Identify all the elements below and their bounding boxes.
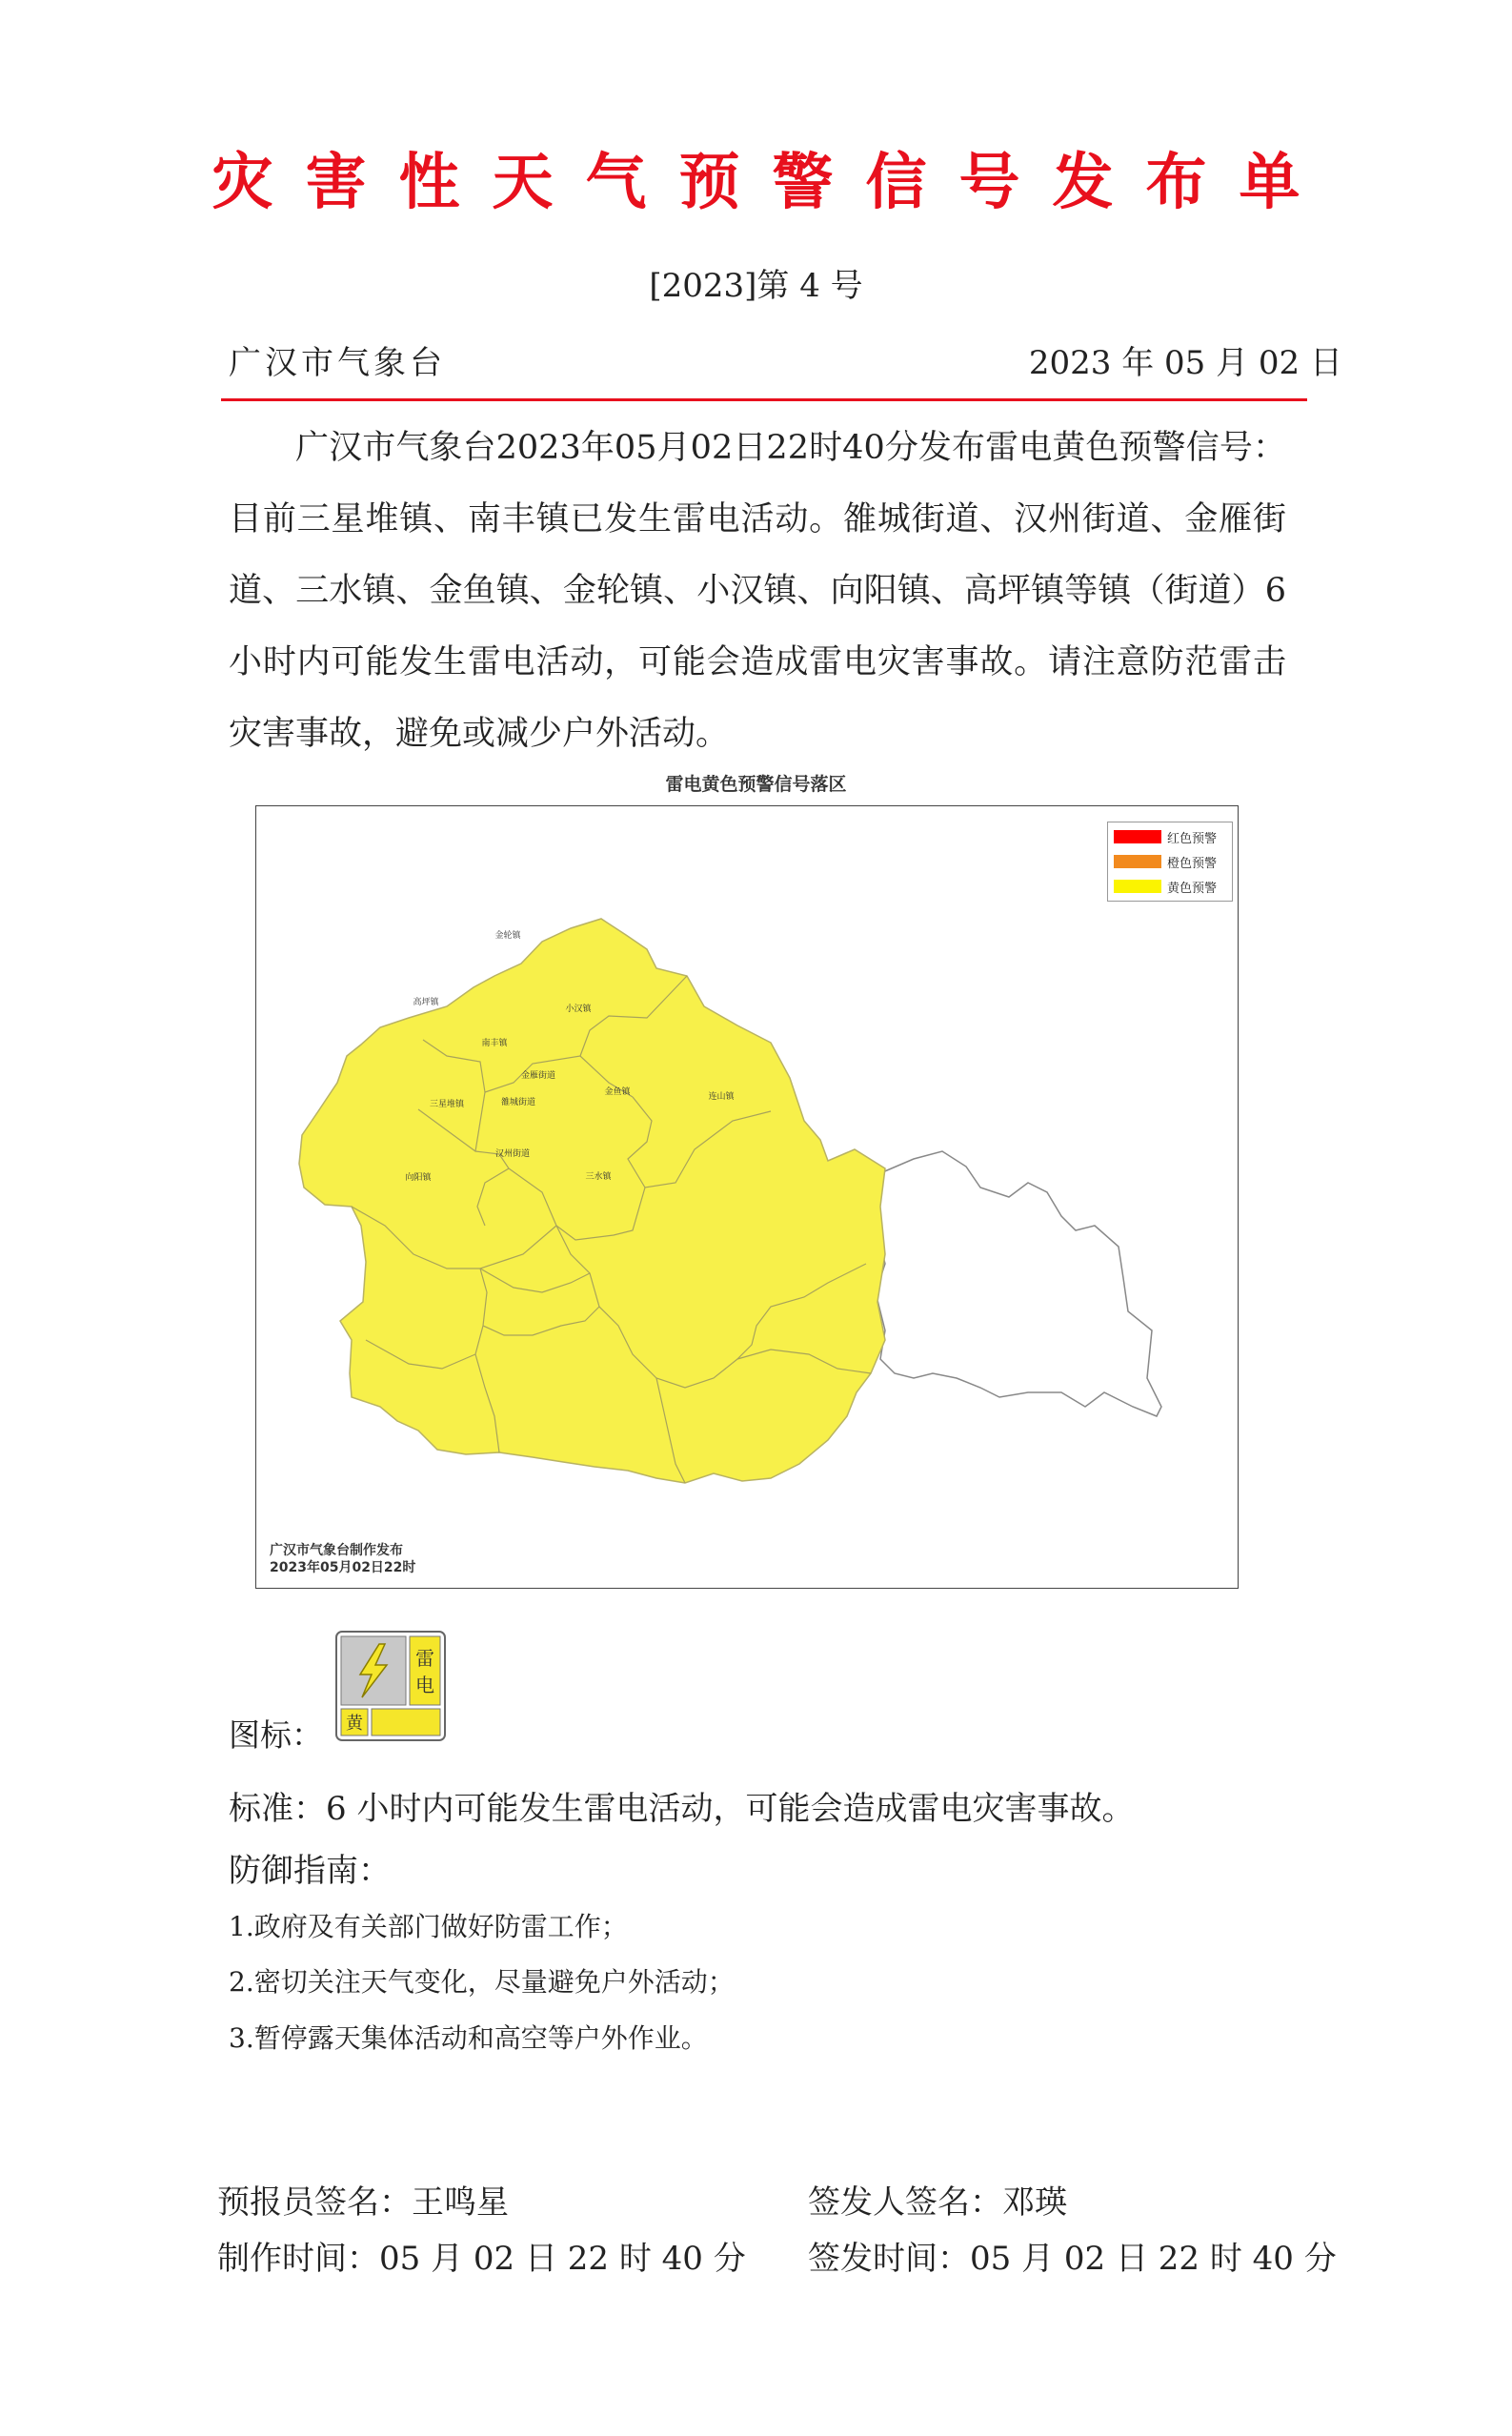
legend-swatch-red bbox=[1114, 830, 1161, 843]
issue-date: 2023 年 05 月 02 日 bbox=[1028, 344, 1342, 382]
legend-label-orange: 橙色预警 bbox=[1167, 856, 1218, 871]
forecaster-signature: 预报员签名：王鸣星 bbox=[217, 2183, 509, 2222]
label-nanfeng: 南丰镇 bbox=[481, 1039, 508, 1048]
label-hanzhou: 汉州街道 bbox=[494, 1149, 531, 1159]
label-xiaohan: 小汉镇 bbox=[565, 1005, 592, 1014]
label-jinyu: 金鱼镇 bbox=[604, 1087, 631, 1097]
legend-label-yellow: 黄色预警 bbox=[1167, 881, 1218, 896]
warning-standard: 标准：6 小时内可能发生雷电活动，可能会造成雷电灾害事故。 bbox=[229, 1790, 1135, 1828]
document-number: [2023]第 4 号 bbox=[649, 267, 863, 305]
label-gaoping: 高坪镇 bbox=[413, 998, 439, 1007]
label-jinlun: 金轮镇 bbox=[494, 931, 521, 941]
label-jinyan: 金雁街道 bbox=[520, 1071, 556, 1081]
document-title: 灾害性天气预警信号发布单 bbox=[212, 147, 1333, 218]
red-divider bbox=[221, 398, 1307, 401]
legend-label-red: 红色预警 bbox=[1167, 831, 1218, 846]
label-xiangyang: 向阳镇 bbox=[405, 1173, 432, 1183]
map-credit-line2: 2023年05月02日22时 bbox=[270, 1560, 416, 1575]
legend-swatch-orange bbox=[1114, 855, 1161, 868]
guide-item-3: 3.暂停露天集体活动和高空等户外作业。 bbox=[229, 2022, 708, 2054]
guide-heading: 防御指南： bbox=[229, 1852, 391, 1890]
label-sanxingdui: 三星堆镇 bbox=[429, 1100, 465, 1109]
map-credit-line1: 广汉市气象台制作发布 bbox=[270, 1543, 403, 1558]
guide-item-2: 2.密切关注天气变化，尽量避免户外活动； bbox=[229, 1966, 735, 1998]
legend-item-red bbox=[1114, 828, 1217, 845]
signer-signature: 签发人签名：邓瑛 bbox=[808, 2183, 1067, 2222]
icon-char-2: 电 bbox=[415, 1674, 434, 1696]
guide-item-1: 1.政府及有关部门做好防雷工作； bbox=[229, 1911, 628, 1942]
warning-map bbox=[255, 805, 1239, 1589]
icon-level-char: 黄 bbox=[346, 1714, 363, 1734]
issuer: 广汉市气象台 bbox=[229, 344, 446, 382]
icon-label: 图标： bbox=[229, 1716, 323, 1754]
map-region-yellow bbox=[299, 919, 885, 1483]
label-sanshui: 三水镇 bbox=[585, 1172, 612, 1182]
label-luocheng: 雒城街道 bbox=[500, 1098, 536, 1107]
map-svg bbox=[256, 806, 1237, 1587]
issue-time: 签发时间：05 月 02 日 22 时 40 分 bbox=[808, 2240, 1337, 2278]
map-title: 雷电黄色预警信号落区 bbox=[665, 774, 847, 795]
warning-text: 广汉市气象台2023年05月02日22时40分发布雷电黄色预警信号：目前三星堆镇、南丰镇已发生雷电活动。雒城街道、汉州街道、金雁街道、三水镇、金鱼镇、金轮镇、小汉镇、向阳镇、高坪镇等镇（街道）6小时内可能发生雷电活动，可能会造成雷电灾害事故。请注意防范雷击灾害事故，避免或减少户外活动。 bbox=[229, 429, 1286, 753]
legend-item-yellow bbox=[1114, 878, 1217, 895]
legend-item-orange bbox=[1114, 853, 1217, 870]
map-credit bbox=[270, 1542, 415, 1576]
label-lianshan: 连山镇 bbox=[708, 1092, 735, 1102]
map-legend bbox=[1107, 822, 1233, 902]
map-region-lianshan bbox=[876, 1151, 1161, 1416]
lightning-yellow-warning-icon bbox=[335, 1631, 446, 1741]
icon-char-1: 雷 bbox=[415, 1647, 434, 1670]
made-time: 制作时间：05 月 02 日 22 时 40 分 bbox=[217, 2240, 746, 2278]
legend-swatch-yellow bbox=[1114, 880, 1161, 893]
warning-body bbox=[229, 413, 1286, 770]
